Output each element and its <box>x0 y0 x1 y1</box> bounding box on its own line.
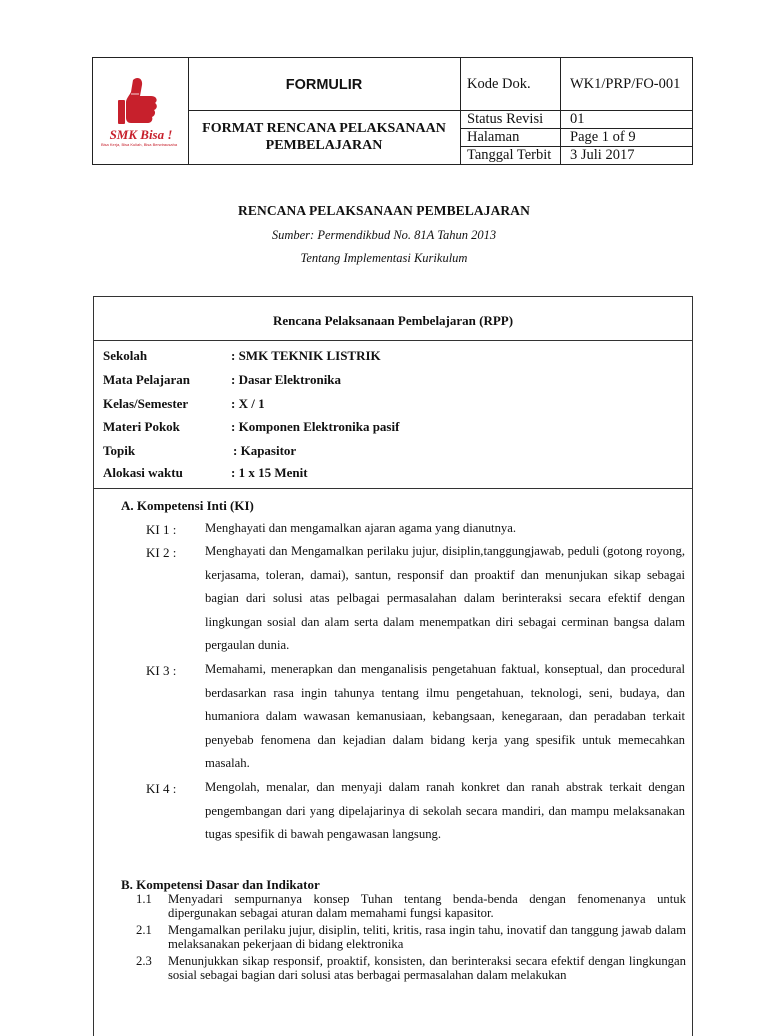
kode-dok-label: Kode Dok. <box>467 76 531 92</box>
document-title-line2: PEMBELAJARAN <box>265 138 383 153</box>
identity-value: : Komponen Elektronika pasif <box>231 419 400 434</box>
subject-line: Tentang Implementasi Kurikulum <box>300 251 468 265</box>
ki-label: KI 4 : <box>146 781 177 796</box>
ki-text: Menghayati dan Mengamalkan perilaku jujur, disiplin,tanggungjawab, peduli (gotong royong, kerjasama, toleran, damai), santun, responsif dan proaktif dan menunjukan sikap sebagai bagian dari solusi atas pelbagai permasalahan dalam berinteraksi secara efektif dengan lingkungan sosial dan alam serta dalam menempatkan diri sebagai cerminan bangsa dalam pergaulan dunia. <box>205 544 685 652</box>
logo-text: SMK Bisa ! <box>109 127 173 142</box>
ki-text: Mengolah, menalar, dan menyaji dalam ranah konkret dan ranah abstrak terkait dengan pengembangan dari yang dipelajarinya di sekolah secara mandiri, dan mampu melaksanakan tugas spesifik di bawah pengawasan langsung. <box>205 780 685 841</box>
identity-label: Sekolah <box>103 348 148 363</box>
document-header-table <box>92 57 693 165</box>
identity-value: : X / 1 <box>231 396 265 411</box>
rpp-title: Rencana Pelaksanaan Pembelajaran (RPP) <box>272 313 514 328</box>
identity-label: Alokasi waktu <box>103 465 183 480</box>
identity-label: Kelas/Semester <box>103 396 189 411</box>
main-title: RENCANA PELAKSANAAN PEMBELAJARAN <box>238 203 530 218</box>
kd-text: Menyadari sempurnanya konsep Tuhan tentang benda-benda dengan fenomenanya untuk dipergunakan sebagai aturan dalam memahami fungsi kapasitor. <box>168 892 686 920</box>
kd-text: Mengamalkan perilaku jujur, disiplin, teliti, kritis, rasa ingin tahu, inovatif dan tanggung jawab dalam melaksanakan pekerjaan di bidang elektronika <box>168 923 686 951</box>
identity-label: Topik <box>103 443 136 458</box>
section-b-heading: B. Kompetensi Dasar dan Indikator <box>121 877 320 892</box>
document-title <box>188 120 460 154</box>
source-line: Sumber: Permendikbud No. 81A Tahun 2013 <box>271 228 497 242</box>
status-revisi-value: 01 <box>570 111 585 127</box>
section-a-heading: A. Kompetensi Inti (KI) <box>121 498 254 513</box>
ki-text: Menghayati dan mengamalkan ajaran agama yang dianutnya. <box>205 521 517 535</box>
identity-label: Mata Pelajaran <box>103 372 191 387</box>
ki-text: Memahami, menerapkan dan menganalisis pengetahuan faktual, konseptual, dan procedural berdasarkan rasa ingin tahunya tentang ilmu pengetahuan, teknologi, seni, budaya, dan humaniora dalam wawasan kemanusiaan, kebangsaan, kenegaraan, dan peradaban terkait penyebab fenomena dan kejadian dalam bidang kerja yang spesifik untuk memecahkan masalah. <box>205 662 685 770</box>
identity-value: : Dasar Elektronika <box>231 372 342 387</box>
identity-value: : 1 x 15 Menit <box>231 465 308 480</box>
kd-number: 2.1 <box>136 923 152 937</box>
logo-tagline: Bisa Kerja, Bisa Kuliah, Bisa Berwirausaha <box>101 142 178 147</box>
halaman-label: Halaman <box>467 129 520 145</box>
identity-label: Materi Pokok <box>103 419 180 434</box>
status-revisi-label: Status Revisi <box>467 111 544 127</box>
kode-dok-value: WK1/PRP/FO-001 <box>570 76 681 92</box>
identity-value: : Kapasitor <box>233 443 297 458</box>
halaman-value: Page 1 of 9 <box>570 129 636 145</box>
kd-number: 1.1 <box>136 892 152 906</box>
ki-label: KI 3 : <box>146 663 177 678</box>
kd-text: Menunjukkan sikap responsif, proaktif, konsisten, dan berinteraksi secara efektif dengan lingkungan sosial sebagai bagian dari solusi atas berbagai permasalahan dalam melakukan <box>168 954 686 982</box>
document-title-line1: FORMAT RENCANA PELAKSANAAN <box>202 121 446 136</box>
kd-number: 2.3 <box>136 954 152 968</box>
rpp-box <box>93 296 693 1036</box>
form-label: FORMULIR <box>285 77 363 93</box>
identity-value: : SMK TEKNIK LISTRIK <box>231 348 381 363</box>
tanggal-terbit-value: 3 Juli 2017 <box>570 147 635 163</box>
ki-label: KI 1 : <box>146 522 177 537</box>
tanggal-terbit-label: Tanggal Terbit <box>467 147 552 163</box>
ki-label: KI 2 : <box>146 545 177 560</box>
